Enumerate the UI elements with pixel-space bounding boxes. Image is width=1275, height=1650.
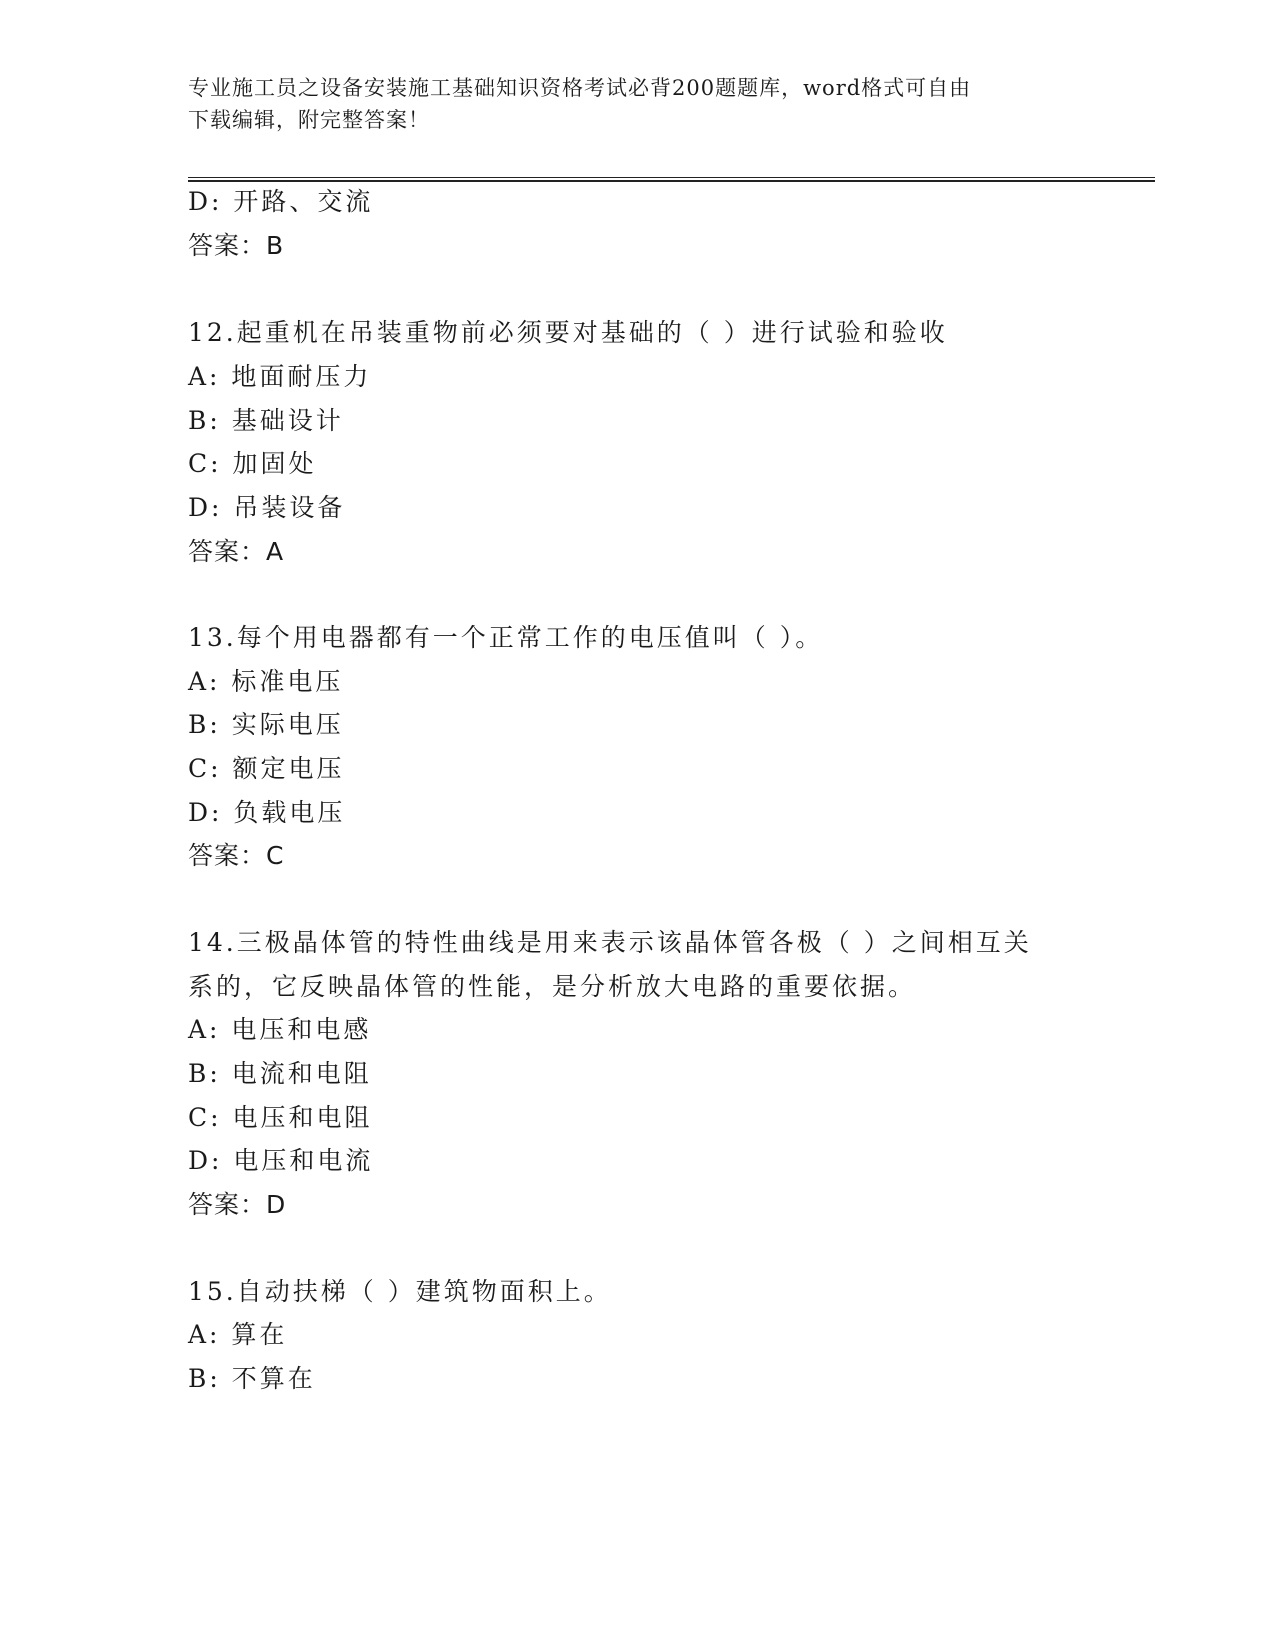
question-13-option-c: C: 额定电压	[188, 754, 345, 783]
question-12-option-c: C: 加固处	[188, 449, 317, 478]
header-line-1: 专业施工员之设备安装施工基础知识资格考试必背200题题库，word格式可自由	[188, 76, 972, 100]
question-14-option-a: A: 电压和电感	[188, 1015, 372, 1044]
question-13-option-b: B: 实际电压	[188, 710, 344, 739]
document-header	[188, 72, 1068, 136]
question-12-answer: 答案：A	[188, 537, 285, 566]
header-line-2: 下载编辑，附完整答案！	[188, 108, 430, 132]
question-13-answer: 答案：C	[188, 841, 285, 870]
question-14-option-b: B: 电流和电阻	[188, 1059, 372, 1088]
question-14-stem-line-2: 系的，它反映晶体管的性能，是分析放大电路的重要依据。	[188, 972, 917, 1001]
question-13-option-d: D: 负载电压	[188, 798, 346, 827]
question-14-answer: 答案：D	[188, 1190, 287, 1219]
question-12-option-d: D: 吊装设备	[188, 493, 346, 522]
question-12-option-b: B: 基础设计	[188, 406, 344, 435]
prev-option-d: D: 开路、交流	[188, 187, 374, 216]
question-14-stem-line-1: 14.三极晶体管的特性曲线是用来表示该晶体管各极（ ）之间相互关	[188, 928, 1032, 957]
question-13-stem: 13.每个用电器都有一个正常工作的电压值叫（ ）。	[188, 623, 824, 652]
question-14-option-d: D: 电压和电流	[188, 1146, 374, 1175]
question-15-option-a: A: 算在	[188, 1320, 288, 1349]
prev-answer: 答案：B	[188, 231, 285, 260]
question-15-stem: 15.自动扶梯（ ）建筑物面积上。	[188, 1277, 612, 1306]
question-13-option-a: A: 标准电压	[188, 667, 344, 696]
question-12-stem: 12.起重机在吊装重物前必须要对基础的（ ）进行试验和验收	[188, 318, 948, 347]
question-12-option-a: A: 地面耐压力	[188, 362, 372, 391]
header-divider	[188, 177, 1155, 182]
question-14-option-c: C: 电压和电阻	[188, 1103, 373, 1132]
question-15-option-b: B: 不算在	[188, 1364, 316, 1393]
